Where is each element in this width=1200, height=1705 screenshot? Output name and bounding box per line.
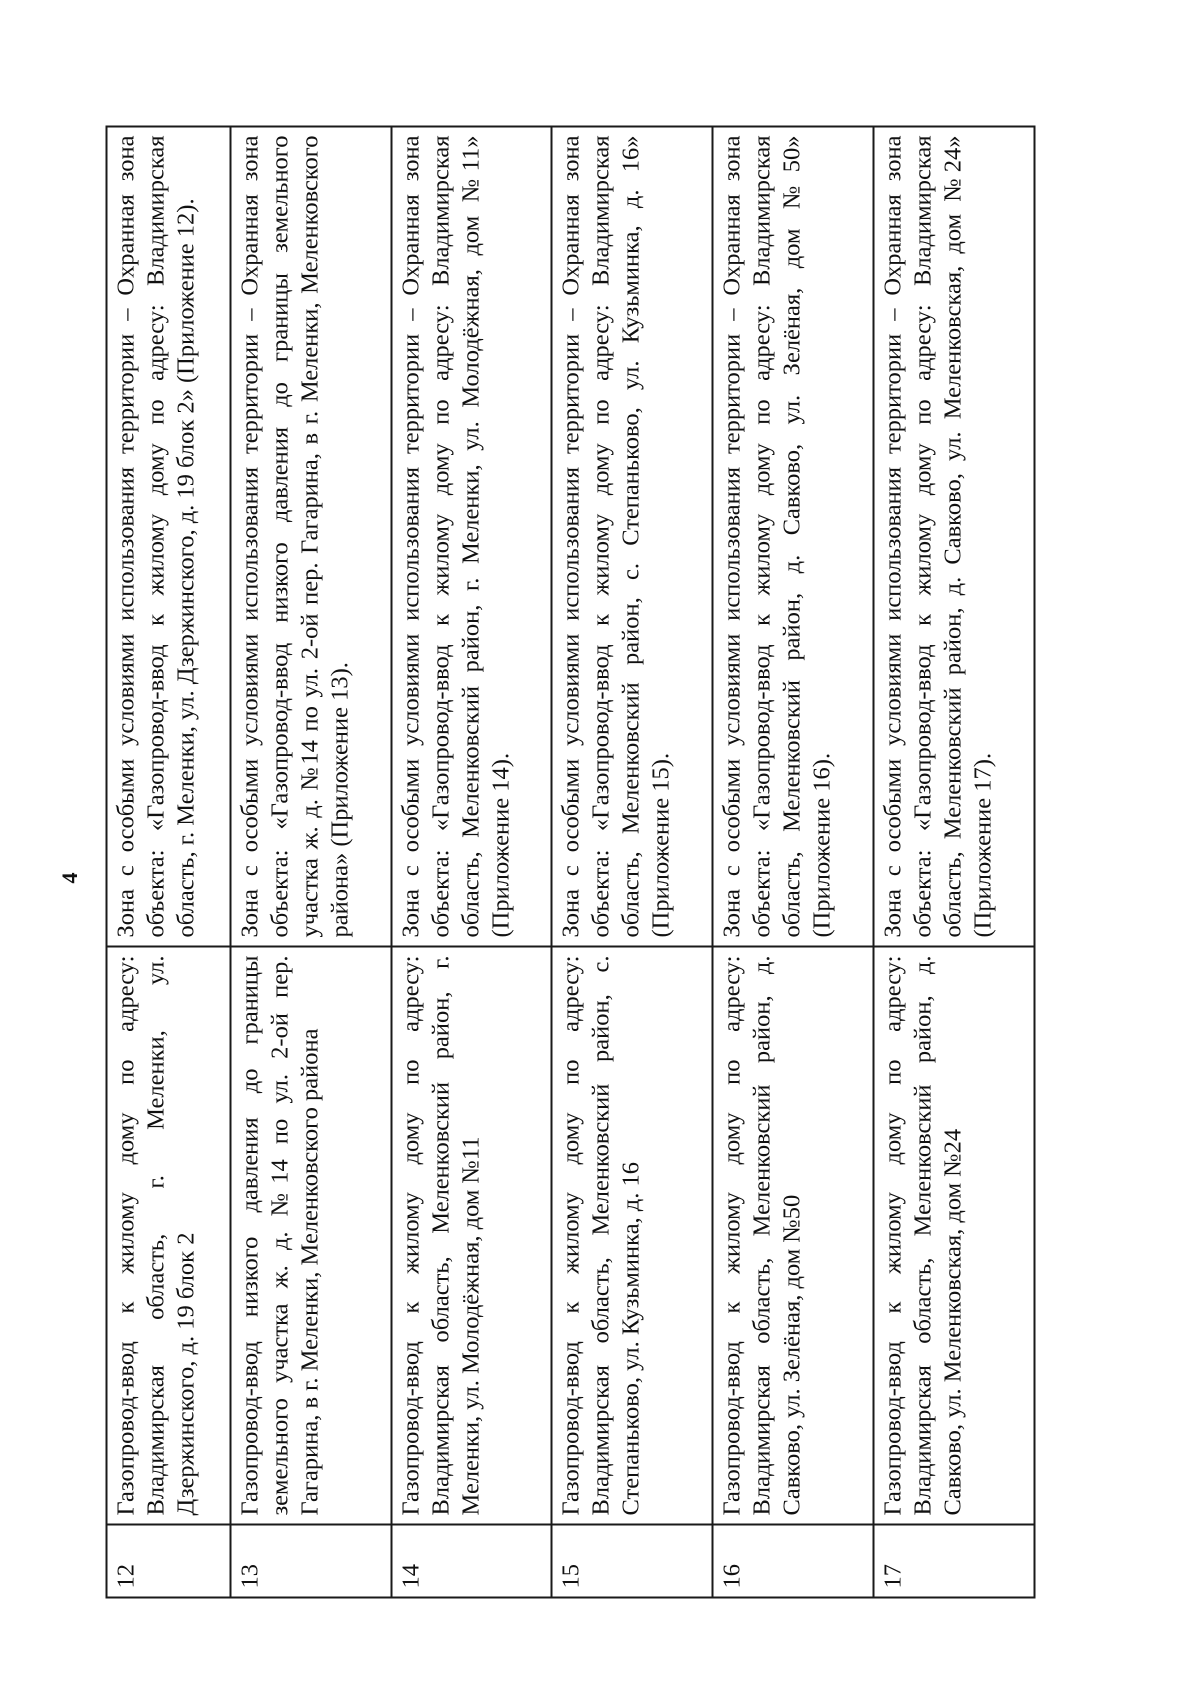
table-row [713, 127, 874, 1598]
row-number: 12 [107, 1525, 231, 1598]
row-number: 13 [230, 1525, 391, 1598]
page-number: 4 [57, 872, 82, 884]
table-row [107, 127, 231, 1598]
zone-description: Зона с особыми условиями использования территории – Охранная зона объекта: «Газопровод-ввод к жилому дому по адресу: Владимирская область, Меленковский район, г. Меленки, ул. Молодёжная, дом №11» (Приложение 14). [391, 127, 552, 947]
table-row [552, 127, 713, 1598]
zone-description: Зона с особыми условиями использования территории – Охранная зона объекта: «Газопровод-ввод к жилому дому по адресу: Владимирская область, Меленковский район, с. Степаньково, ул. Кузьминка, д. 16» (Приложение 15). [552, 127, 713, 947]
table-row [230, 127, 391, 1598]
object-description: Газопровод-ввод к жилому дому по адресу: Владимирская область, Меленковский район, д. Савково, ул. Меленковская, дом №24 [874, 947, 1035, 1525]
row-number: 16 [713, 1525, 874, 1598]
zone-description: Зона с особыми условиями использования территории – Охранная зона объекта: «Газопровод-ввод низкого давления до границы земельного участка ж. д. №14 по ул. 2-ой пер. Гагарина, в г. Меленки, Меленковского района» (Приложение 13). [230, 127, 391, 947]
object-description: Газопровод-ввод низкого давления до границы земельного участка ж. д. №14 по ул. 2-ой пер. Гагарина, в г. Меленки, Меленковского района [230, 947, 391, 1525]
table-row [391, 127, 552, 1598]
table-body [107, 127, 1035, 1598]
zone-description: Зона с особыми условиями использования территории – Охранная зона объекта: «Газопровод-ввод к жилому дому по адресу: Владимирская область, Меленковский район, д. Савково, ул. Меленковская, дом №24» (Приложение 17). [874, 127, 1035, 947]
object-description: Газопровод-ввод к жилому дому по адресу: Владимирская область, Меленковский район, с. Степаньково, ул. Кузьминка, д. 16 [552, 947, 713, 1525]
row-number: 17 [874, 1525, 1035, 1598]
row-number: 15 [552, 1525, 713, 1598]
zone-description: Зона с особыми условиями использования территории – Охранная зона объекта: «Газопровод-ввод к жилому дому по адресу: Владимирская область, г. Меленки, ул. Дзержинского, д. 19 блок 2» (Приложение 12). [107, 127, 231, 947]
row-number: 14 [391, 1525, 552, 1598]
object-description: Газопровод-ввод к жилому дому по адресу: Владимирская область, Меленковский район, д. Савково, ул. Зелёная, дом №50 [713, 947, 874, 1525]
zone-description: Зона с особыми условиями использования территории – Охранная зона объекта: «Газопровод-ввод к жилому дому по адресу: Владимирская область, Меленковский район, д. Савково, ул. Зелёная, дом №50» (Приложение 16). [713, 127, 874, 947]
object-description: Газопровод-ввод к жилому дому по адресу: Владимирская область, г. Меленки, ул. Дзержинского, д. 19 блок 2 [107, 947, 231, 1525]
gas-pipeline-zones-table [106, 126, 1036, 1599]
table-row [874, 127, 1035, 1598]
object-description: Газопровод-ввод к жилому дому по адресу: Владимирская область, Меленковский район, г. Меленки, ул. Молодёжная, дом №11 [391, 947, 552, 1525]
rotated-sheet [106, 126, 1036, 1599]
